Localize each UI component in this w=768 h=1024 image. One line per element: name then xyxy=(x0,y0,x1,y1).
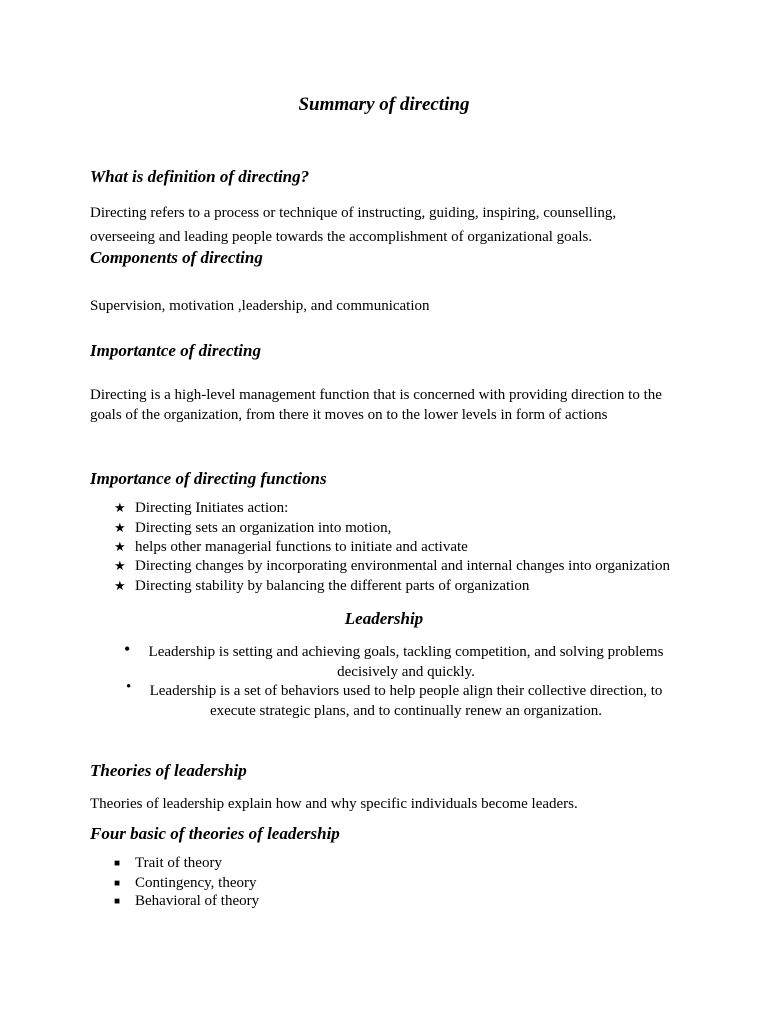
bullet-dot-icon: • xyxy=(124,639,131,659)
star-bullet-icon: ★ xyxy=(114,500,126,515)
leadership-item-1-line-2: decisively and quickly. xyxy=(337,664,475,680)
square-bullet-icon: ■ xyxy=(114,896,121,907)
leadership-item-2-line-1: Leadership is a set of behaviors used to help people align their collective direction, to xyxy=(149,683,663,699)
theories-text: Theories of leadership explain how and why specific individuals become leaders. xyxy=(90,796,578,812)
functions-heading: Importance of directing functions xyxy=(90,469,327,488)
four-basic-heading: Four basic of theories of leadership xyxy=(90,824,340,843)
bullet-dot-icon: • xyxy=(126,679,132,695)
components-text: Supervision, motivation ,leadership, and communication xyxy=(90,298,430,314)
definition-line-1: Directing refers to a process or technique of instructing, guiding, inspiring, counselling, xyxy=(90,205,617,221)
square-bullet-icon: ■ xyxy=(114,858,121,869)
definition-line-2: overseeing and leading people towards the accomplishment of organizational goals. xyxy=(90,229,593,245)
definition-heading: What is definition of directing? xyxy=(90,167,310,186)
importance-line-1: Directing is a high-level management function that is concerned with providing direction to the xyxy=(90,387,662,403)
square-bullet-icon: ■ xyxy=(114,878,121,889)
importance-line-2: goals of the organization, from there it moves on to the lower levels in form of actions xyxy=(90,407,608,423)
theories-heading: Theories of leadership xyxy=(90,761,247,780)
leadership-heading: Leadership xyxy=(344,609,424,628)
document-page: Summary of directing What is definition of directing? Directing refers to a process or technique of instructing, guiding, inspiring, counselling, overseeing and leading people towards the accomplishment of organizational goals. Components of directing Supervision, motivation ,leadership, and communication Importantce of directing Directing is a high-level management function that is concerned with providing direction to the goals of the organization, from there it moves on to the lower levels in form of actions Importance of directing functions ★ Directing Initiates action: ★ Directing sets an organization into motion, ★ helps other managerial functions to initiate and activate ★ Directing changes by incorporating environmental and internal changes into organization ★ Directing stability by balancing the different parts of organization Leadership • Leadership is setting and achieving goals, tackling competition, and solving problems decisively and quickly. • Leadership is a set of behaviors used to help people align their collective direction, to execute strategic plans, and to continually renew an organization. Theories of leadership Theories of leadership explain how and why specific individuals become leaders. Four basic of theories of leadership ■ Trait of theory ■ Contingency, theory ■ Behavioral of theory xyxy=(0,0,768,1024)
importance-heading: Importantce of directing xyxy=(90,341,261,360)
leadership-item-2-line-2: execute strategic plans, and to continually renew an organization. xyxy=(209,703,603,719)
star-bullet-icon: ★ xyxy=(114,520,126,535)
components-heading: Components of directing xyxy=(90,248,263,267)
page-title: Summary of directing xyxy=(298,94,470,115)
star-bullet-icon: ★ xyxy=(114,578,126,593)
leadership-item-1-line-1: Leadership is setting and achieving goals, tackling competition, and solving problems xyxy=(148,644,664,660)
star-bullet-icon: ★ xyxy=(114,558,126,573)
star-bullet-icon: ★ xyxy=(114,539,126,554)
